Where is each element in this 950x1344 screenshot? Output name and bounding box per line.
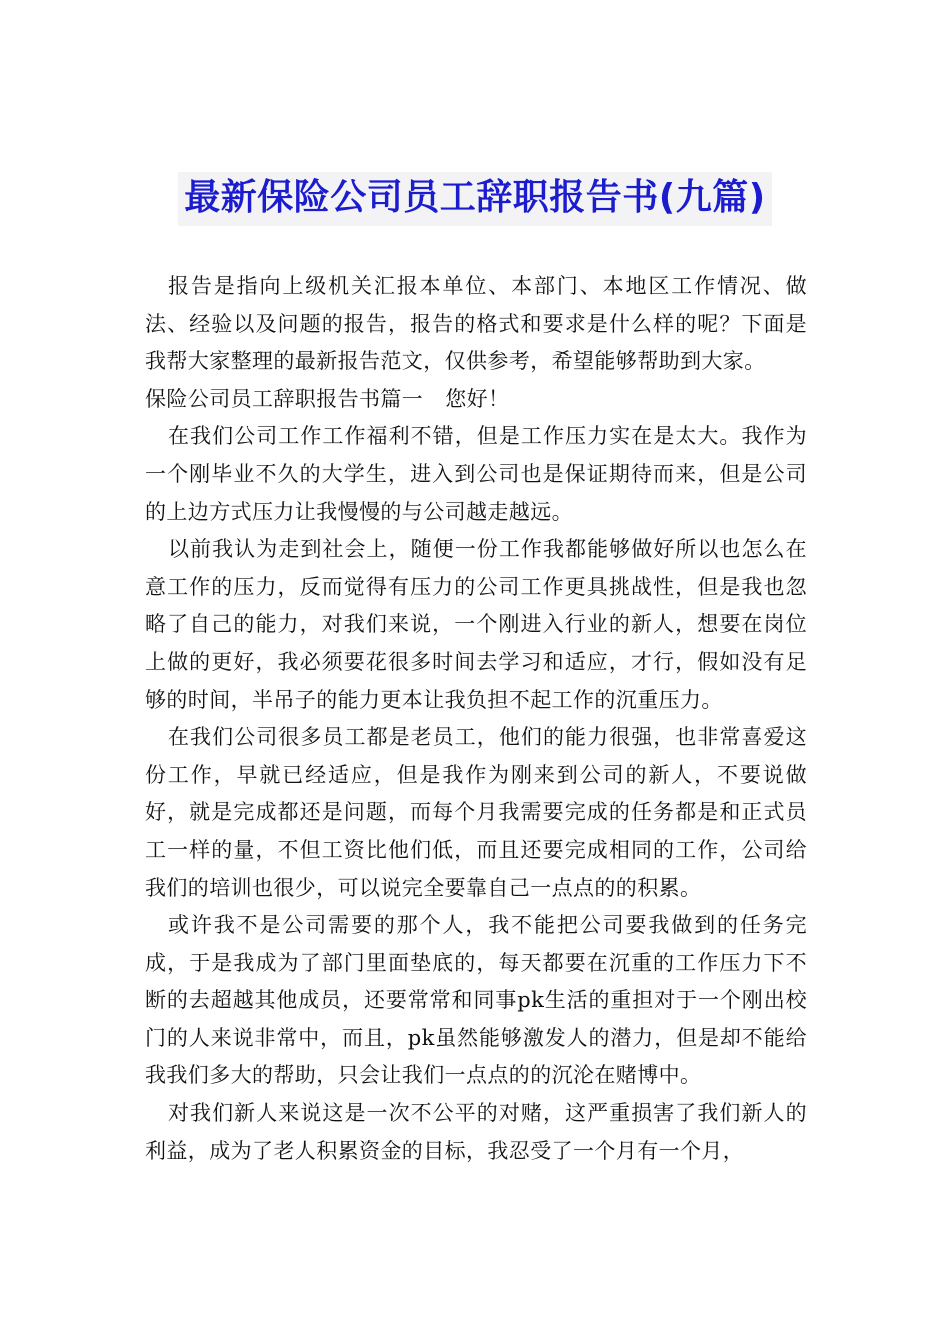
document-title: 最新保险公司员工辞职报告书(九篇) [178,172,771,226]
body-paragraph-5: 对我们新人来说这是一次不公平的对赌，这严重损害了我们新人的利益，成为了老人积累资金的目标，我忍受了一个月有一个月， [145,1101,807,1163]
body-paragraph-2: 以前我认为走到社会上，随便一份工作我都能够做好所以也怎么在意工作的压力，反而觉得有压力的公司工作更具挑战性，但是我也忽略了自己的能力，对我们来说，一个刚进入行业的新人，想要在岗位上做的更好，我必须要花很多时间去学习和适应，才行，假如没有足够的时间，半吊子的能力更本让我负担不起工作的沉重压力。 [145,537,807,712]
document-body [145,268,807,1170]
intro-paragraph [145,268,807,381]
body-paragraph-4: 或许我不是公司需要的那个人，我不能把公司要我做到的任务完成，于是我成为了部门里面垫底的，每天都要在沉重的工作压力下不断的去超越其他成员，还要常常和同事pk生活的重担对于一个刚出校门的人来说非常中，而且，pk虽然能够激发人的潜力，但是却不能给我我们多大的帮助，只会让我们一点点的的沉沦在赌博中。 [145,913,807,1088]
section-heading-line [145,381,807,419]
intro-text: 报告是指向上级机关汇报本单位、本部门、本地区工作情况、做法、经验以及问题的报告，报告的格式和要求是什么样的呢？下面是我帮大家整理的最新报告范文，仅供参考，希望能够帮助到大家。 [145,274,807,374]
title-container [0,172,950,226]
greeting: 您好！ [445,386,510,411]
body-paragraph-3: 在我们公司很多员工都是老员工，他们的能力很强，也非常喜爱这份工作，早就已经适应，但是我作为刚来到公司的新人，不要说做好，就是完成都还是问题，而每个月我需要完成的任务都是和正式员工一样的量，不但工资比他们低，而且还要完成相同的工作，公司给我们的培训也很少，可以说完全要靠自己一点点的的积累。 [145,725,807,900]
section-heading: 保险公司员工辞职报告书篇一 [145,386,424,411]
body-paragraph-1: 在我们公司工作工作福利不错，但是工作压力实在是太大。我作为一个刚毕业不久的大学生，进入到公司也是保证期待而来，但是公司的上边方式压力让我慢慢的与公司越走越远。 [145,424,807,524]
